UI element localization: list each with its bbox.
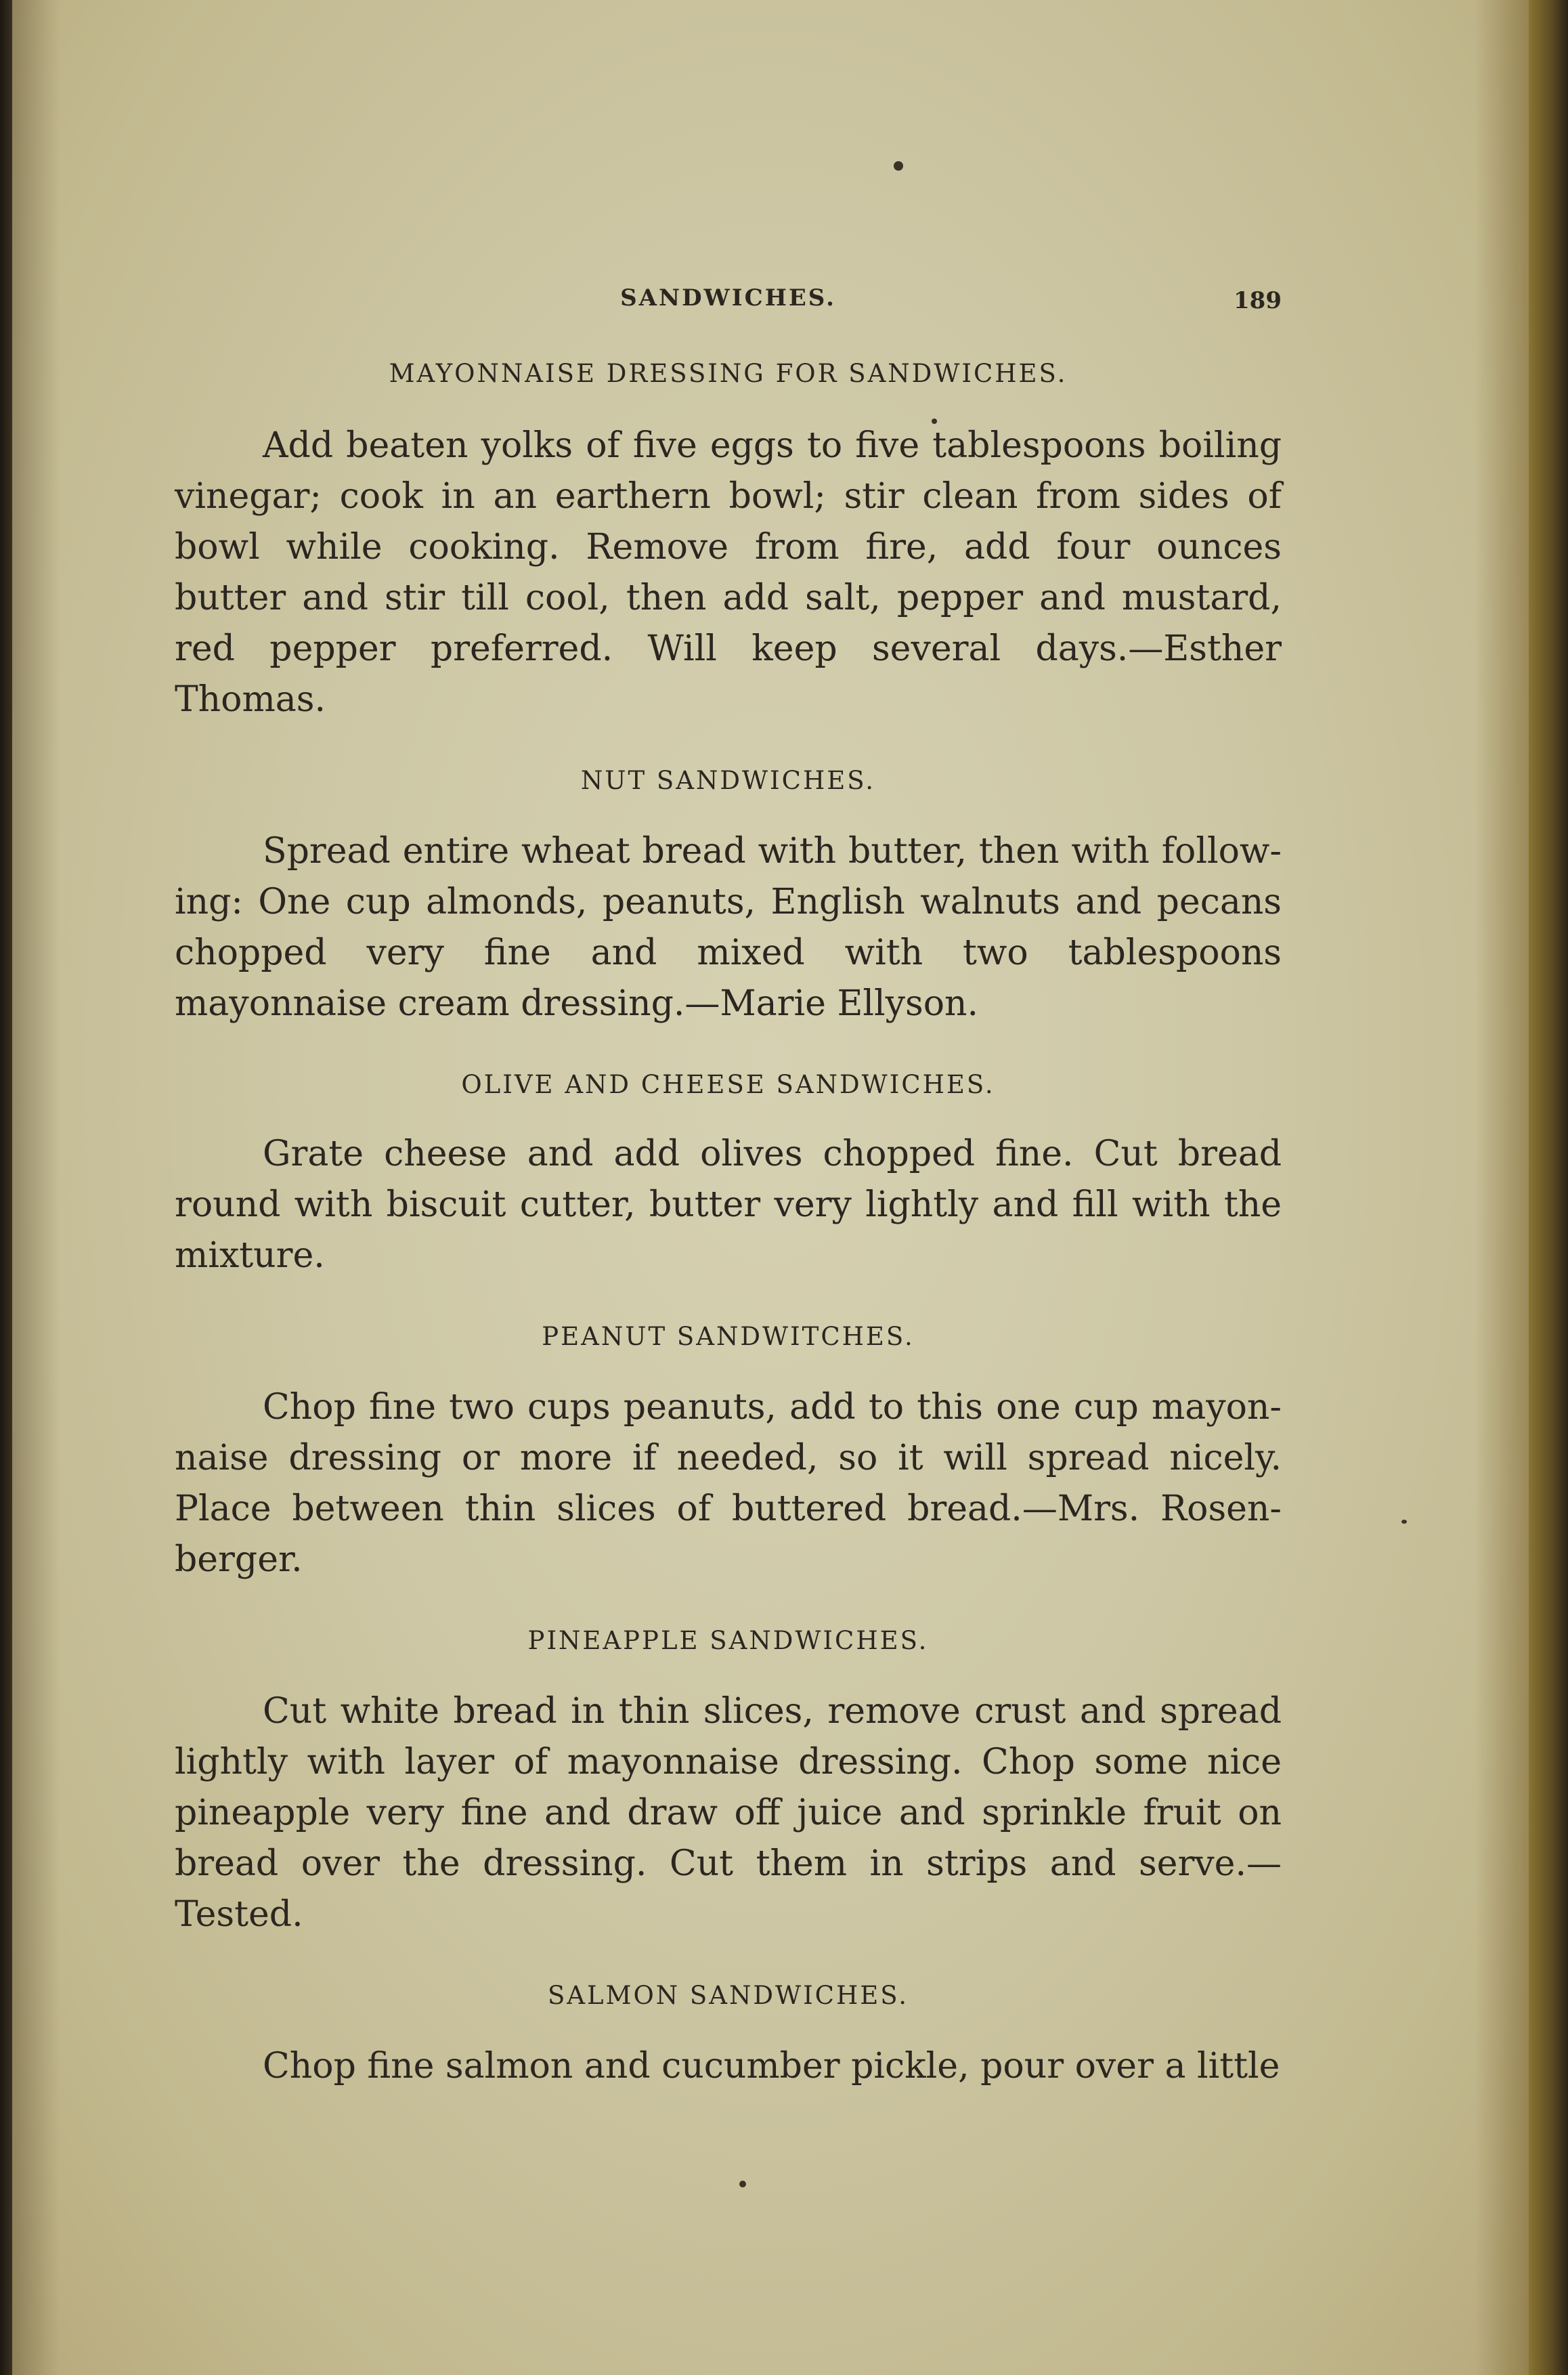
page-number: 189: [1234, 287, 1282, 314]
binding-shadow-left: [0, 0, 12, 2375]
recipe-text-peanut: Chop fine two cups peanuts, add to this one cup mayonnaise dressing or more if needed, so it will spread nicely. Place between thin slices of buttered bread.—Mrs. Rosenberger.: [175, 1387, 1282, 1580]
ink-speck: [894, 161, 903, 171]
recipe-text-nut: Spread entire wheat bread with butter, then with following: One cup almonds, peanuts, English walnuts and pecans chopped very fine and mixed with two tablespoons mayonnaise cream dressing.—Marie Ellyson.: [175, 831, 1282, 1024]
binding-edge-right: [1529, 0, 1568, 2375]
recipe-heading-mayonnaise: MAYONNAISE DRESSING FOR SANDWICHES.: [389, 359, 1068, 388]
recipe-heading-peanut: PEANUT SANDWITCHES.: [542, 1322, 915, 1351]
recipe-text-salmon: Chop fine salmon and cucumber pickle, pour over a little: [263, 2046, 1280, 2087]
recipe-text-pineapple: Cut white bread in thin slices, remove crust and spread lightly with layer of mayonnaise dressing. Chop some nice pineapple very fine and draw off juice and sprinkle fruit on bread over the dressing. Cut them in strips and serve.— Tested.: [175, 1691, 1282, 1935]
recipe-heading-olive-cheese: OLIVE AND CHEESE SANDWICHES.: [461, 1070, 995, 1099]
running-title: SANDWICHES.: [620, 284, 836, 312]
page-content: [175, 257, 1282, 2092]
recipe-heading-pineapple: PINEAPPLE SANDWICHES.: [527, 1626, 929, 1655]
recipe-heading-nut: NUT SANDWICHES.: [580, 766, 876, 795]
recipe-text-mayonnaise: Add beaten yolks of five eggs to five tablespoons boiling vinegar; cook in an earthern bowl; stir clean from sides of bowl while cooking. Remove from fire, add four ounces butter and stir till cool, then add salt, pepper and mustard, red pepper preferred. Will keep several days.—Esther Thomas.: [175, 425, 1282, 720]
running-head: [175, 257, 1282, 318]
recipe-text-olive-cheese: Grate cheese and add olives chopped fine. Cut bread round with biscuit cutter, butter very lightly and fill with the mixture.: [175, 1134, 1282, 1276]
ink-speck: [739, 2181, 746, 2187]
book-page: [12, 0, 1529, 2375]
ink-speck: [1401, 1520, 1407, 1524]
recipe-heading-salmon: SALMON SANDWICHES.: [547, 1981, 909, 2010]
